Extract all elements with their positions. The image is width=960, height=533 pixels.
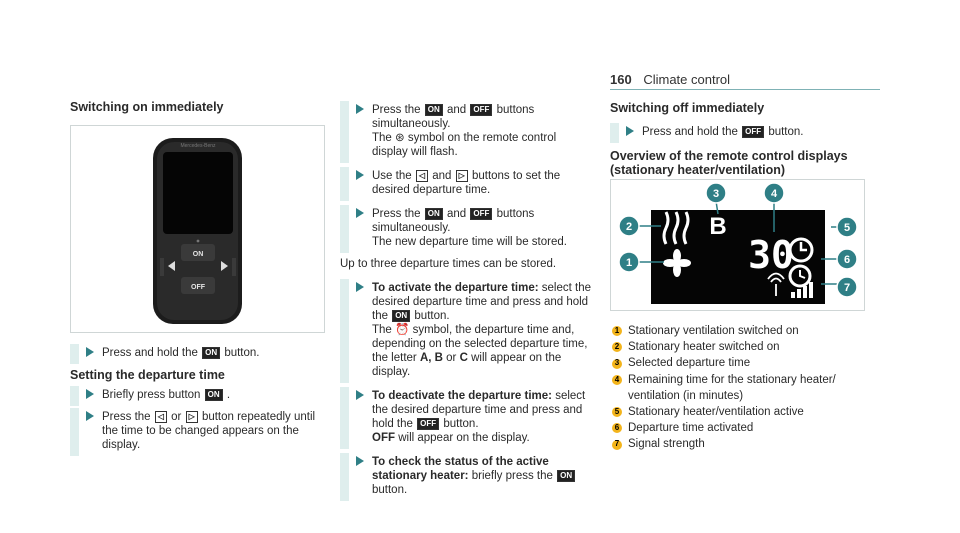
on-button-icon: ON [205, 389, 223, 401]
on-button-icon: ON [425, 208, 443, 220]
remote-off-label: OFF [191, 284, 205, 291]
heading-setting-departure: Setting the departure time [70, 368, 225, 382]
legend-item: 6 Departure time activated [612, 420, 836, 436]
legend-item-continued: ventilation (in minutes) [628, 389, 744, 402]
legend-item: 2 Stationary heater switched on [612, 339, 836, 355]
left-arrow-button-icon: ◁ [416, 170, 428, 182]
off-button-icon: OFF [470, 104, 492, 116]
off-button-icon: OFF [470, 208, 492, 220]
chapter-title: Climate control [643, 72, 731, 87]
legend-item: 7 Signal strength [612, 436, 836, 452]
step-activate-departure: To activate the departure time: select the desired departure time and press and hold the ON button. The ⏰ symbol, the departure time and, depending on the selected departure time, the letter A, B or C will appear on the display. [340, 281, 595, 379]
callout-2: 2 [625, 221, 633, 233]
legend-item: 4 Remaining time for the stationary heater/ [612, 372, 836, 388]
on-button-icon: ON [392, 310, 410, 322]
step-press-on-off: Press the ON and OFF buttons simultaneously. The ⊛ symbol on the remote control display will flash. [340, 103, 595, 159]
display-letter: B [709, 213, 727, 240]
header-rule [610, 89, 880, 90]
right-arrow-button-icon: ▷ [456, 170, 468, 182]
step-press-arrows: Press the ◁ or ▷ button repeatedly until the time to be changed appears on the display. [70, 410, 325, 452]
display-diagram [611, 180, 864, 310]
remote-on-label: ON [192, 251, 204, 258]
on-button-icon: ON [425, 104, 443, 116]
heater-symbol-icon: ⊛ [395, 132, 405, 144]
remote-brand: Mercedes-Benz [180, 143, 216, 149]
left-arrow-button-icon: ◁ [155, 411, 167, 423]
callout-1: 1 [625, 257, 633, 269]
on-button-icon: ON [557, 470, 575, 482]
callout-6: 6 [843, 254, 851, 266]
callout-7: 7 [843, 282, 851, 294]
step-press-hold-off: Press and hold the OFF button. [610, 125, 870, 139]
legend-item: 3 Selected departure time [612, 355, 836, 371]
off-button-icon: OFF [417, 418, 439, 430]
legend-item: 1 Stationary ventilation switched on [612, 323, 836, 339]
remote-control-image [71, 126, 324, 332]
display-digits: 30 [748, 233, 794, 277]
middle-column [340, 103, 595, 497]
callout-4: 4 [770, 188, 778, 200]
heading-switch-off: Switching off immediately [610, 101, 765, 115]
alarm-clock-icon: ⏰ [395, 324, 410, 336]
heading-switch-on: Switching on immediately [70, 100, 224, 114]
left-steps [70, 346, 325, 452]
page-number: 160 [610, 72, 632, 87]
callout-5: 5 [843, 222, 851, 234]
step-deactivate-departure: To deactivate the departure time: select the desired departure time and press and hold the OFF button. OFF will appear on the display. [340, 389, 595, 445]
off-button-icon: OFF [742, 126, 764, 138]
on-button-icon: ON [202, 347, 220, 359]
step-press-hold-on: Press and hold the ON button. [70, 346, 325, 360]
heading-overview-displays: Overview of the remote control displays (stationary heater/ventilation) [610, 149, 848, 177]
legend-list [612, 323, 836, 453]
left-column [70, 100, 325, 114]
callout-3: 3 [712, 188, 720, 200]
note-three-times: Up to three departure times can be stored. [340, 258, 557, 270]
right-arrow-button-icon: ▷ [186, 411, 198, 423]
step-check-status: To check the status of the active stationary heater: briefly press the ON button. [340, 455, 595, 497]
right-column [610, 101, 870, 177]
step-store-time: Press the ON and OFF buttons simultaneously. The new departure time will be stored. [340, 207, 595, 249]
page-header [610, 72, 730, 87]
step-use-arrows: Use the ◁ and ▷ buttons to set the desired departure time. [340, 169, 595, 197]
display-figure [610, 179, 865, 311]
step-briefly-press: Briefly press button ON . [70, 388, 325, 402]
legend-item: 5 Stationary heater/ventilation active [612, 404, 836, 420]
remote-figure [70, 125, 325, 333]
